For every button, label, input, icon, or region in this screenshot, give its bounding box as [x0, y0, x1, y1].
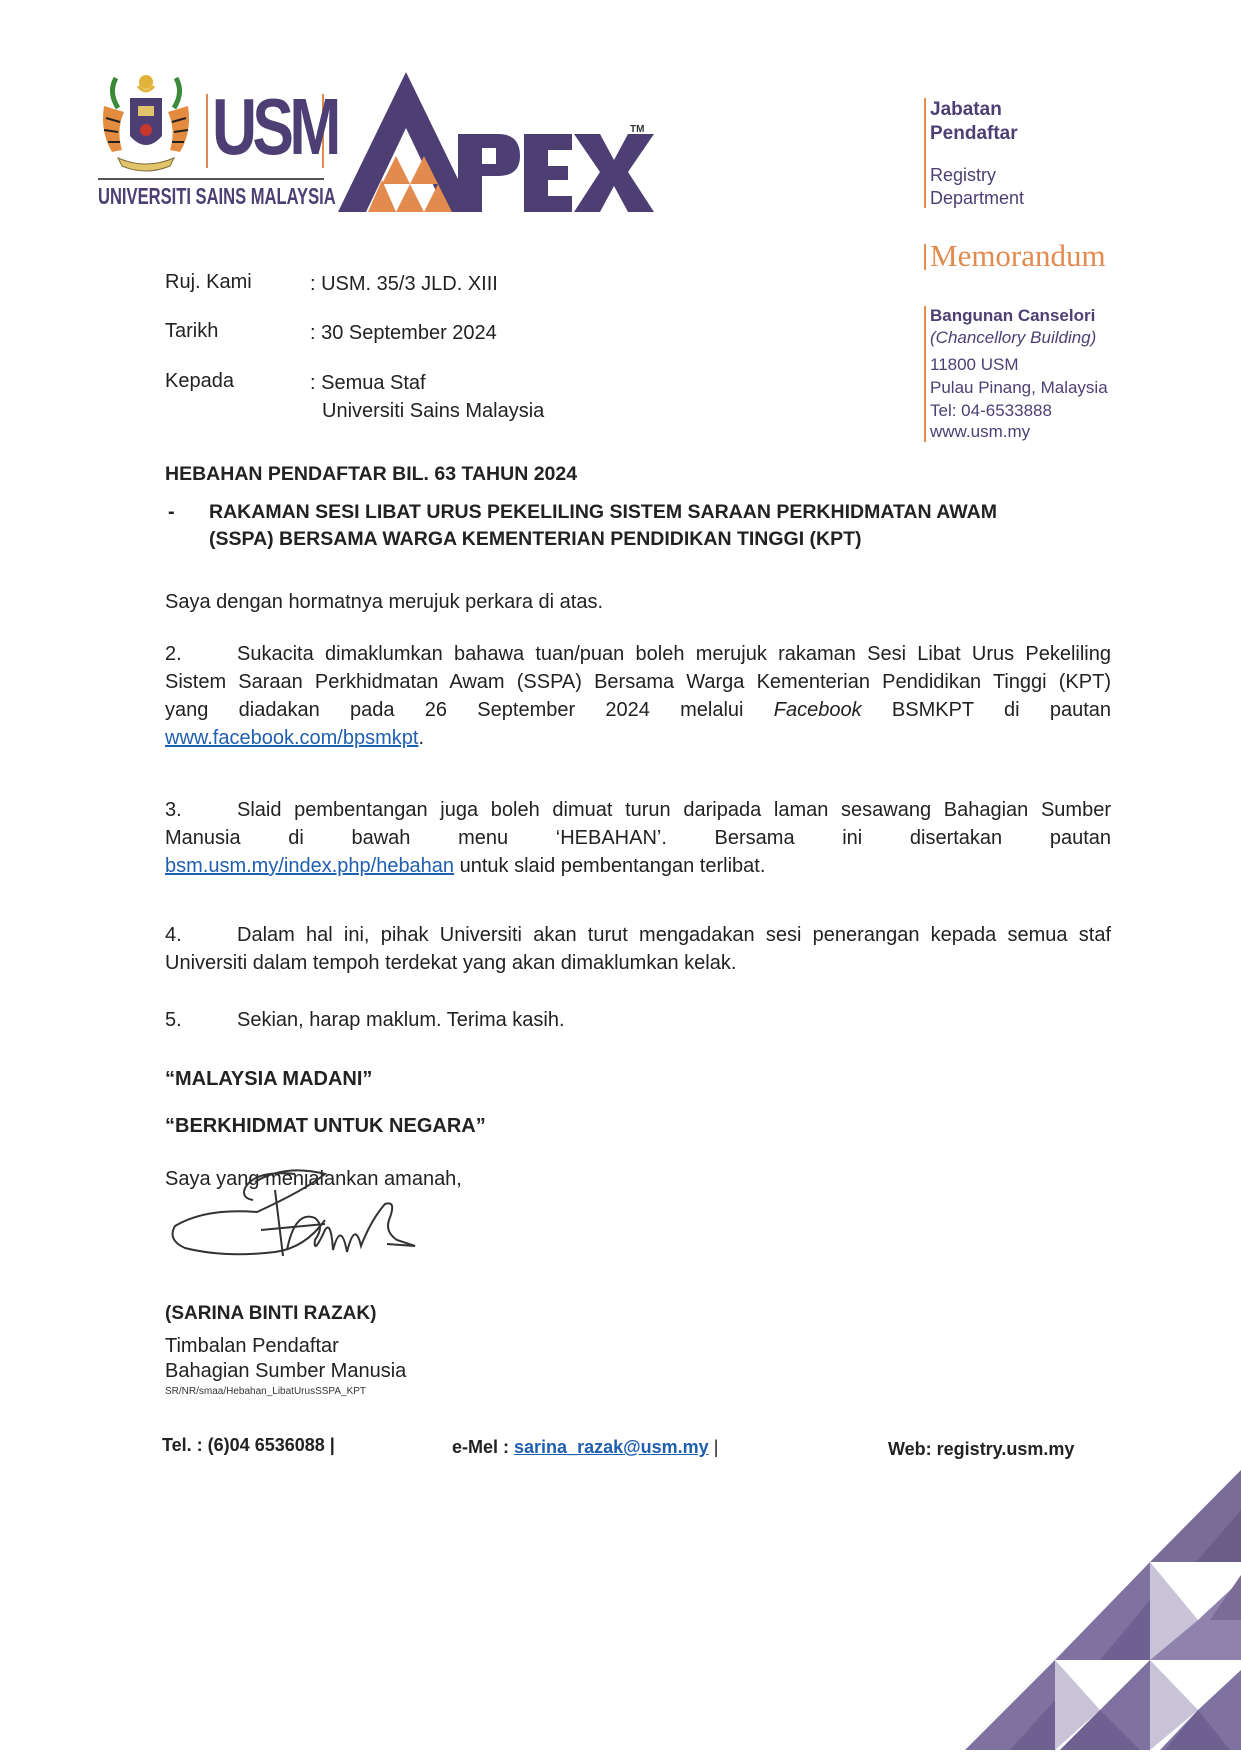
hebahan-link[interactable]: bsm.usm.my/index.php/hebahan: [165, 855, 455, 877]
subject-heading: HEBAHAN PENDAFTAR BIL. 63 TAHUN 2024: [165, 463, 578, 485]
address-bar: [924, 306, 926, 442]
p2-line2: Sistem Saraan Perkhidmatan Awam (SSPA) Bersama Warga Kementerian Pendidikan Tinggi (KPT): [165, 671, 1111, 693]
date-label: Tarikh: [165, 320, 219, 342]
subject-line2: (SSPA) BERSAMA WARGA KEMENTERIAN PENDIDIKAN TINGGI (KPT): [209, 528, 862, 550]
doc-type-title: Memorandum: [930, 238, 1106, 273]
p2-line1: Sukacita dimaklumkan bahawa tuan/puan boleh merujuk rakaman Sesi Libat Urus Pekeliling: [237, 643, 1111, 665]
department-ms-line2: Pendaftar: [930, 123, 1018, 144]
date-value: : 30 September 2024: [310, 322, 497, 344]
subject-bullet: -: [168, 501, 175, 523]
address-web[interactable]: www.usm.my: [930, 422, 1031, 441]
to-value-line1: : Semua Staf: [310, 372, 426, 394]
subject-line1: RAKAMAN SESI LIBAT URUS PEKELILING SISTEM SARAAN PERKHIDMATAN AWAM: [209, 501, 997, 523]
department-ms-line1: Jabatan: [930, 99, 1002, 120]
footer-email-separator: |: [713, 1437, 719, 1457]
footer-email: [452, 1435, 718, 1459]
signer-division: Bahagian Sumber Manusia: [165, 1360, 407, 1382]
paragraph-5: [165, 1006, 1111, 1034]
facebook-link[interactable]: www.facebook.com/bpsmkpt: [165, 727, 419, 749]
signer-name: (SARINA BINTI RAZAK): [165, 1303, 377, 1324]
address-building-ms: Bangunan Canselori: [930, 306, 1096, 325]
ref-label: Ruj. Kami: [165, 271, 252, 293]
signature: [165, 1160, 450, 1288]
apex-logo: [338, 72, 658, 214]
motto-berkhidmat: “BERKHIDMAT UNTUK NEGARA”: [165, 1115, 486, 1137]
paragraph-3: [165, 796, 1111, 880]
p3-line3: untuk slaid pembentangan terlibat.: [454, 855, 766, 877]
ref-value: : USM. 35/3 JLD. XIII: [310, 273, 498, 295]
to-label: Kepada: [165, 370, 234, 392]
department-en-line1: Registry: [930, 165, 997, 185]
p2-line3-b: BSMKPT di pautan: [891, 699, 1112, 721]
address-building-en: (Chancellory Building): [930, 328, 1097, 347]
department-en-line2: Department: [930, 188, 1025, 208]
signer-title: Timbalan Pendaftar: [165, 1335, 339, 1357]
p5-number: 5.: [165, 1009, 182, 1031]
p4-line1: Dalam hal ini, pihak Universiti akan turut mengadakan sesi penerangan kepada semua staf: [237, 924, 1111, 946]
p2-line3: [165, 696, 1111, 724]
memorandum-bar: [924, 244, 926, 270]
department-bar: [924, 98, 926, 208]
apex-tm: TM: [630, 124, 645, 135]
usm-crest-logo: [98, 72, 194, 174]
signoff-line: Saya yang menjalankan amanah,: [165, 1168, 462, 1190]
p3-line2: Manusia di bawah menu ‘HEBAHAN’. Bersama ini disertakan pautan: [165, 827, 1111, 849]
p3-line1: Slaid pembentangan juga boleh dimuat turun daripada laman sesawang Bahagian Sumber: [237, 799, 1111, 821]
university-name-rule: [98, 178, 324, 180]
p2-number: 2.: [165, 643, 182, 665]
address-state: Pulau Pinang, Malaysia: [930, 378, 1108, 397]
p2-line3-a: yang diadakan pada 26 September 2024 melalui: [165, 699, 744, 721]
p4-line2: Universiti dalam tempoh terdekat yang akan dimaklumkan kelak.: [165, 952, 737, 974]
usm-wordmark-logo: [206, 82, 337, 174]
p2-facebook: Facebook: [773, 699, 862, 721]
paragraph-2: [165, 640, 1111, 752]
motto-malaysia-madani: “MALAYSIA MADANI”: [165, 1068, 373, 1090]
university-name: UNIVERSITI SAINS MALAYSIA: [98, 183, 336, 209]
decorative-triangle-pattern: [960, 1470, 1241, 1755]
address-tel: Tel: 04-6533888: [930, 401, 1052, 420]
usm-logo-text: USM: [212, 82, 337, 171]
address-postcode: 11800 USM: [930, 355, 1019, 374]
footer-email-label: e-Mel :: [452, 1437, 510, 1457]
file-reference: SR/NR/smaa/Hebahan_LibatUrusSSPA_KPT: [165, 1386, 367, 1397]
p3-number: 3.: [165, 799, 182, 821]
footer-email-link[interactable]: sarina_razak@usm.my: [514, 1437, 709, 1457]
footer-web: Web: registry.usm.my: [888, 1439, 1075, 1459]
p4-number: 4.: [165, 924, 182, 946]
paragraph-4: [165, 921, 1111, 977]
p2-link-after: .: [418, 727, 424, 749]
to-value-line2: Universiti Sains Malaysia: [322, 400, 545, 422]
footer-tel: Tel. : (6)04 6536088 |: [162, 1435, 335, 1455]
p5-line1: Sekian, harap maklum. Terima kasih.: [237, 1009, 565, 1031]
opening-line: Saya dengan hormatnya merujuk perkara di atas.: [165, 591, 604, 613]
